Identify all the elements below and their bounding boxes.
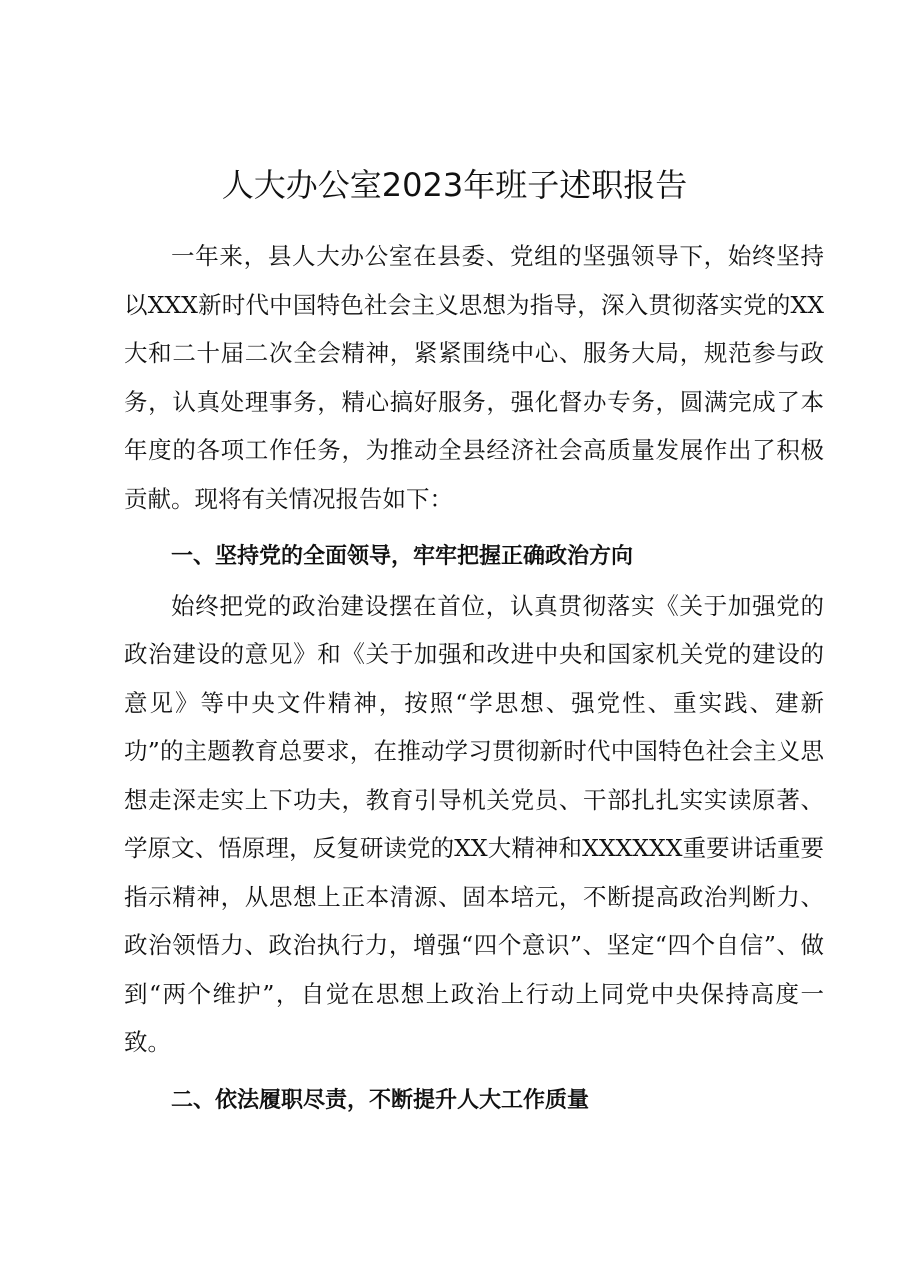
document-body [124, 232, 824, 1125]
intro-paragraph: 一年来，县人大办公室在县委、党组的坚强领导下，始终坚持以XXX新时代中国特色社会主义思想为指导，深入贯彻落实党的XX大和二十届二次全会精神，紧紧围绕中心、服务大局，规范参与政务，认真处理事务，精心搞好服务，强化督办专务，圆满完成了本年度的各项工作任务，为推动全县经济社会高质量发展作出了积极贡献。现将有关情况报告如下： [124, 242, 824, 513]
spacer [124, 1067, 824, 1077]
document-title: 人大办公室2023年班子述职报告 [221, 166, 688, 204]
section-2-heading: 二、依法履职尽责，不断提升人大工作质量 [171, 1087, 590, 1113]
section-1-heading: 一、坚持党的全面领导，牢牢把握正确政治方向 [171, 544, 634, 569]
spacer [124, 523, 824, 533]
section-1-paragraph: 始终把党的政治建设摆在首位，认真贯彻落实《关于加强党的政治建设的意见》和《关于加强和改进中央和国家机关党的建设的意见》等中央文件精神，按照“学思想、强党性、重实践、建新功”的主题教育总要求，在推动学习贯彻新时代中国特色社会主义思想走深走实上下功夫，教育引导机关党员、干部扎扎实实读原著、学原文、悟原理，反复研读党的XX大精神和XXXXXX重要讲话重要指示精神，从思想上正本清源、固本培元，不断提高政治判断力、政治领悟力、政治执行力，增强“四个意识”、坚定“四个自信”、做到“两个维护”，自觉在思想上政治上行动上同党中央保持高度一致。 [124, 591, 824, 1056]
